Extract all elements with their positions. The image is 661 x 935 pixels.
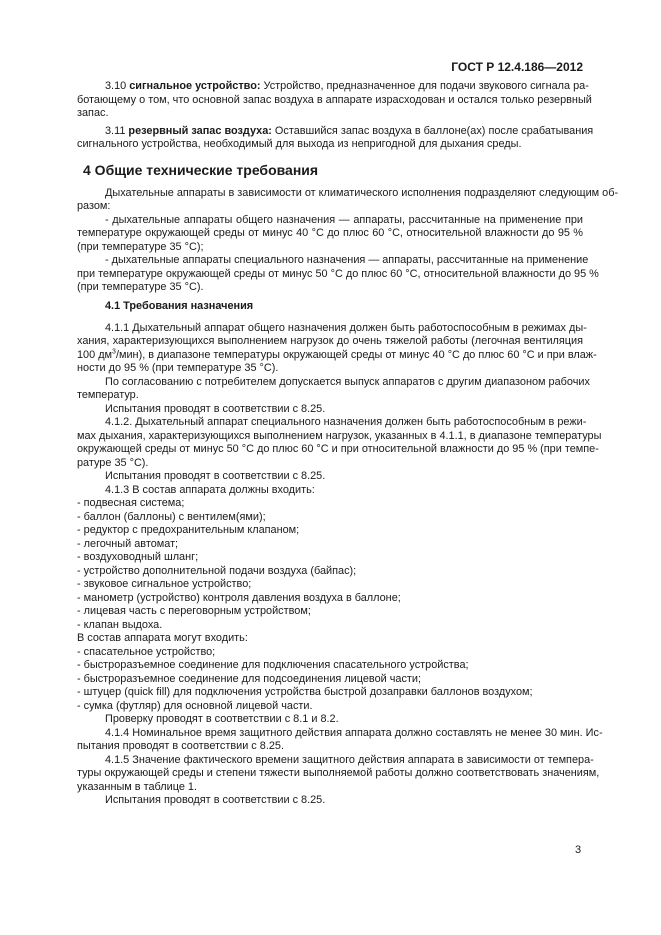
text-run: ности до 95 % (при температуре 35 °С). <box>77 362 279 374</box>
text-run: 3.11 <box>105 124 129 137</box>
text-run: указанным в таблице 1. <box>77 780 198 793</box>
text-line <box>77 375 590 390</box>
text-line <box>77 321 587 336</box>
text-line <box>77 429 602 444</box>
text-line <box>77 470 583 484</box>
text-line <box>77 794 583 808</box>
text-line <box>77 335 583 349</box>
defined-term: сигнальное устройство: <box>129 80 261 92</box>
paragraph <box>77 632 583 646</box>
document-id-header: ГОСТ Р 12.4.186—2012 <box>451 60 583 74</box>
list-item: - воздуховодный шланг; <box>77 551 199 563</box>
paragraph <box>77 80 592 121</box>
text-line <box>77 713 583 727</box>
text-run: Устройство, предназначенное для подачи звукового сигнала ра- <box>260 80 589 92</box>
text-run: - дыхательные аппараты общего назначения — аппараты, рассчитанные на применение при <box>105 213 583 226</box>
text-line <box>77 362 583 376</box>
bullet-list <box>77 646 583 714</box>
paragraph <box>77 375 590 403</box>
text-run: 4.1.1 Дыхательный аппарат общего назначения должен быть работоспособным в режимах ды- <box>105 321 587 334</box>
paragraph <box>77 254 599 295</box>
text-line <box>77 93 592 108</box>
text-run: По согласованию с потребителем допускается выпуск аппаратов с другим диапазоном рабочих <box>105 375 590 388</box>
page-body <box>77 80 619 808</box>
list-item: - устройство дополнительной подачи воздуха (байпас); <box>77 564 357 577</box>
text-line <box>77 781 583 795</box>
page-number: 3 <box>575 844 582 856</box>
text-run: туры окружающей среды и степени тяжести выполняемой работы должно соответствовать значениям, <box>77 767 600 779</box>
text-run: 4.1.3 В состав аппарата должны входить: <box>105 483 315 496</box>
list-item: - клапан выдоха. <box>77 618 163 631</box>
text-run: Испытания проводят в соответствии с 8.25. <box>105 470 326 482</box>
text-run: 3.10 <box>105 80 130 92</box>
text-line <box>77 124 594 139</box>
text-line <box>77 389 583 403</box>
text-line <box>77 241 583 255</box>
text-line <box>77 214 583 228</box>
text-run: запас. <box>77 107 109 119</box>
text-run: разом: <box>77 200 111 212</box>
list-item: - редуктор с предохранительным клапаном; <box>77 524 300 536</box>
text-line <box>77 281 583 295</box>
list-item: - быстроразъемное соединение для подключения спасательного устройства; <box>77 659 469 671</box>
list-item: - быстроразъемное соединение для подсоединения лицевой части; <box>77 672 422 685</box>
text-line <box>77 632 583 646</box>
text-line <box>77 484 583 498</box>
text-run: 4.1.5 Значение фактического времени защитного действия аппарата в зависимости от темпера- <box>105 753 594 766</box>
text-line <box>77 347 597 363</box>
paragraph <box>77 753 600 795</box>
superscript: 3 <box>112 347 116 355</box>
paragraph <box>77 186 619 214</box>
text-run: Оставшийся запас воздуха в баллоне(ах) после срабатывания <box>271 124 594 137</box>
text-run: температуре окружающей среды от минус 40 °С до плюс 60 °С, относительной влажности до 95 % <box>77 227 583 239</box>
list-item: - сумка (футляр) для основной лицевой части. <box>77 699 313 712</box>
text-run: при температуре окружающей среды от минус 50 °С до плюс 60 °С, относительной влажности до 95 % <box>77 267 599 280</box>
text-run: (при температуре 35 °С). <box>77 281 204 293</box>
text-run: сигнального устройства, необходимый для выхода из непригодной для дыхания среды. <box>77 138 522 150</box>
paragraph <box>77 403 583 417</box>
defined-term: резервный запас воздуха: <box>128 124 272 137</box>
paragraph <box>77 726 603 754</box>
text-run: 4.1.4 Номинальное время защитного действия аппарата должно составлять не менее 30 мин. Ис- <box>105 726 603 739</box>
paragraph <box>77 321 597 376</box>
text-run: хания, характеризующихся выполнением нагрузок до очень тяжелой работы (легочная вентиляция <box>77 335 583 347</box>
paragraph <box>77 124 594 152</box>
text-line <box>77 443 599 457</box>
text-run: В состав аппарата могут входить: <box>77 632 248 644</box>
text-line <box>77 254 589 268</box>
paragraph <box>77 484 583 498</box>
text-run: температур. <box>77 389 139 401</box>
text-line <box>77 767 600 781</box>
list-item: - легочный автомат; <box>77 537 179 550</box>
text-line <box>77 403 583 417</box>
section-heading: 4 Общие технические требования <box>83 161 319 178</box>
text-run: 4.1.2. Дыхательный аппарат специального назначения должен быть работоспособным в режи- <box>105 416 587 428</box>
text-line <box>77 107 583 121</box>
text-run: пытания проводят в соответствии с 8.25. <box>77 740 284 752</box>
text-run: Дыхательные аппараты в зависимости от климатического исполнения подразделяют следующим об- <box>105 186 619 199</box>
subsection-heading: 4.1 Требования назначения <box>105 299 254 312</box>
text-run: 100 дм <box>77 348 113 361</box>
text-run: ратуре 35 °С). <box>77 456 149 469</box>
text-line <box>77 138 583 152</box>
text-run: Испытания проводят в соответствии с 8.25. <box>105 794 326 806</box>
list-item: - штуцер (quick fill) для подключения устройства быстрой дозаправки баллонов воздухом; <box>77 686 533 698</box>
text-line <box>77 726 603 741</box>
text-line <box>77 80 589 94</box>
list-item: - подвесная система; <box>77 497 185 509</box>
bullet-list <box>77 497 583 632</box>
text-run: (при температуре 35 °С); <box>77 240 204 253</box>
text-line <box>77 753 594 768</box>
text-line <box>77 457 583 471</box>
text-line <box>77 200 583 214</box>
paragraph <box>77 470 583 484</box>
list-item: - лицевая часть с переговорным устройством; <box>77 605 311 617</box>
paragraph <box>77 214 583 255</box>
list-item: - звуковое сигнальное устройство; <box>77 578 252 590</box>
list-item: - баллон (баллоны) с вентилем(ями); <box>77 510 266 523</box>
list-item: - манометр (устройство) контроля давления воздуха в баллоне; <box>77 591 401 604</box>
text-run: мах дыхания, характеризующихся выполнением нагрузок, указанных в 4.1.1, в диапазоне температуры <box>77 429 602 442</box>
text-line <box>77 267 599 282</box>
text-run: Проверку проводят в соответствии с 8.1 и 8.2. <box>105 713 339 725</box>
text-line <box>77 227 583 241</box>
text-run: Испытания проводят в соответствии с 8.25. <box>105 402 326 415</box>
list-item: - спасательное устройство; <box>77 645 216 658</box>
paragraph <box>77 713 583 727</box>
text-run: /мин), в диапазоне температуры окружающей среды от минус 40 °С до плюс 60 °С и при влаж- <box>115 348 597 361</box>
text-run: окружающей среды от минус 50 °С до плюс 60 °С и при относительной влажности до 95 % (при темпе- <box>77 443 599 455</box>
paragraph <box>77 416 602 470</box>
text-line <box>77 186 619 201</box>
text-run: - дыхательные аппараты специального назначения — аппараты, рассчитанные на применение <box>105 254 589 266</box>
text-run: ботающему о том, что основной запас воздуха в аппарате израсходован и остался только резервный <box>77 93 592 106</box>
paragraph <box>77 794 583 808</box>
text-line <box>77 416 587 430</box>
text-line <box>77 740 583 754</box>
